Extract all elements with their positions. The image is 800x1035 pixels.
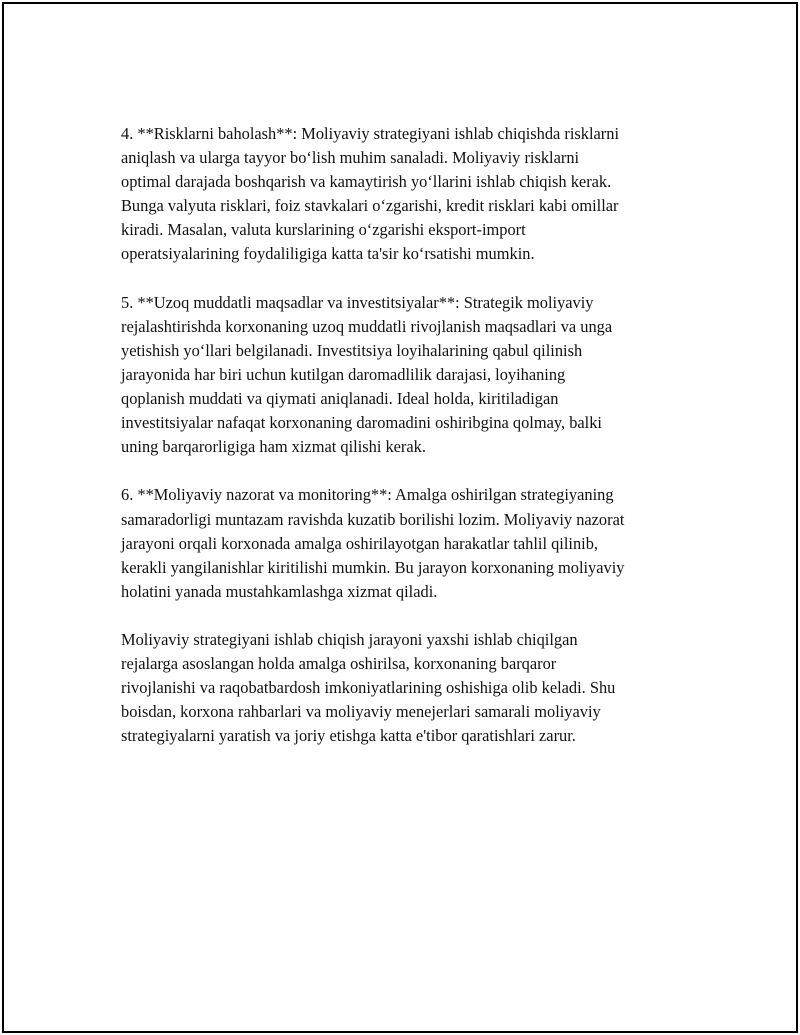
paragraph-conclusion <box>121 628 696 748</box>
document-body <box>121 122 696 748</box>
text-line: optimal darajada boshqarish va kamaytirish yo‘llarini ishlab chiqish kerak. <box>121 172 612 192</box>
paragraph-financial-control <box>121 483 696 603</box>
text-line: samaradorligi muntazam ravishda kuzatib borilishi lozim. Moliyaviy nazorat <box>121 509 625 529</box>
text-line: qoplanish muddati va qiymati aniqlanadi. Ideal holda, kiritiladigan <box>121 389 559 409</box>
text-line: rejalarga asoslangan holda amalga oshirilsa, korxonaning barqaror <box>121 654 557 674</box>
text-line: jarayonida har biri uchun kutilgan daromadlilik darajasi, loyihaning <box>121 364 566 384</box>
text-line: 4. **Risklarni baholash**: Moliyaviy strategiyani ishlab chiqishda risklarni <box>121 124 620 143</box>
text-line: strategiyalarni yaratish va joriy etishga katta e'tibor qaratishlari zarur. <box>121 726 576 746</box>
text-line: rivojlanishi va raqobatbardosh imkoniyatlarining oshishiga olib keladi. Shu <box>121 678 616 698</box>
text-line: operatsiyalarining foydaliligiga katta ta'sir ko‘rsatishi mumkin. <box>121 244 535 264</box>
text-line: 5. **Uzoq muddatli maqsadlar va investitsiyalar**: Strategik moliyaviy <box>121 292 594 312</box>
text-line: uning barqarorligiga ham xizmat qilishi kerak. <box>121 437 426 457</box>
paragraph-risk-assessment <box>121 122 696 267</box>
text-line: holatini yanada mustahkamlashga xizmat qiladi. <box>121 581 438 601</box>
paragraph-long-term-goals <box>121 291 696 460</box>
text-line: aniqlash va ularga tayyor bo‘lish muhim sanaladi. Moliyaviy risklarni <box>121 148 580 168</box>
text-line: rejalashtirishda korxonaning uzoq muddatli rivojlanish maqsadlari va unga <box>121 316 613 336</box>
text-line: jarayoni orqali korxonada amalga oshirilayotgan harakatlar tahlil qilinib, <box>121 533 598 553</box>
text-line: Moliyaviy strategiyani ishlab chiqish jarayoni yaxshi ishlab chiqilgan <box>121 629 578 649</box>
text-line: 6. **Moliyaviy nazorat va monitoring**: Amalga oshirilgan strategiyaning <box>121 485 614 505</box>
text-line: investitsiyalar nafaqat korxonaning daromadini oshiribgina qolmay, balki <box>121 413 602 433</box>
text-line: kiradi. Masalan, valuta kurslarining o‘zgarishi eksport-import <box>121 220 526 240</box>
text-line: yetishish yo‘llari belgilanadi. Investitsiya loyihalarining qabul qilinish <box>121 340 583 360</box>
page-frame <box>2 2 798 1033</box>
text-line: Bunga valyuta risklari, foiz stavkalari o‘zgarishi, kredit risklari kabi omillar <box>121 196 619 216</box>
text-line: kerakli yangilanishlar kiritilishi mumkin. Bu jarayon korxonaning moliyaviy <box>121 557 625 577</box>
text-line: boisdan, korxona rahbarlari va moliyaviy menejerlari samarali moliyaviy <box>121 702 601 722</box>
